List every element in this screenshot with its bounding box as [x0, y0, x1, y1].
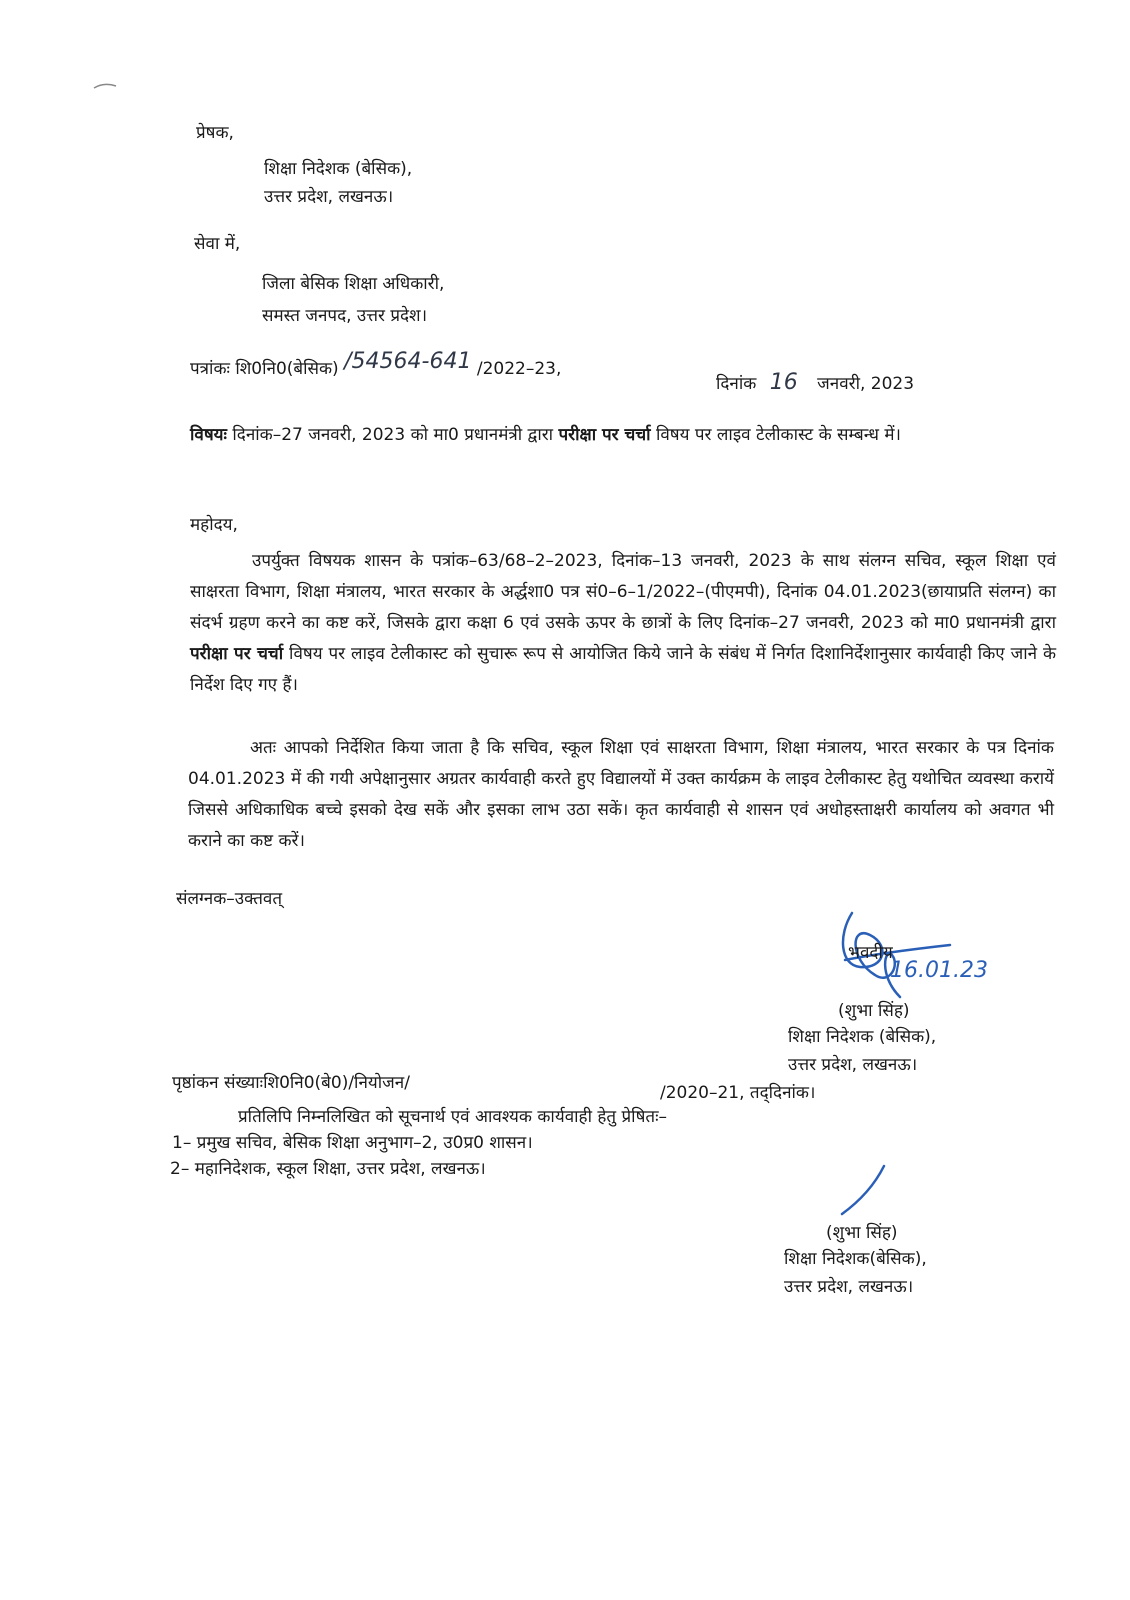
signature-2-stroke — [836, 1162, 896, 1222]
sender-label: प्रेषक, — [196, 123, 234, 143]
endorsement-item-2: 2– महानिदेशक, स्कूल शिक्षा, उत्तर प्रदेश, लखनऊ। — [170, 1159, 486, 1179]
para1-part2: विषय पर लाइव टेलीकास्ट को सुचारू रूप से आयोजित किये जाने के संबंध में निर्गत दिशानिर्देशानुसार कार्यवाही किए जाने के निर्देश दिए गए हैं। — [190, 644, 1057, 695]
recipient-line-2: समस्त जनपद, उत्तर प्रदेश। — [262, 306, 428, 326]
signature-valediction: भवदीय — [848, 943, 893, 963]
subject — [190, 420, 1060, 450]
body-paragraph-1 — [190, 546, 1056, 701]
salutation: महोदय, — [190, 515, 238, 535]
endorsement-intro: प्रतिलिपि निम्नलिखित को सूचनार्थ एवं आवश्यक कार्यवाही हेतु प्रेषितः– — [238, 1107, 668, 1127]
subject-label: विषयः — [190, 425, 227, 445]
reference-date — [716, 372, 914, 395]
date-label: दिनांक — [716, 374, 757, 394]
subject-text-after: विषय पर लाइव टेलीकास्ट के सम्बन्ध में। — [655, 425, 901, 445]
endorsement-item-1: 1– प्रमुख सचिव, बेसिक शिक्षा अनुभाग–2, उ0प्र0 शासन। — [172, 1133, 533, 1153]
recipient-label: सेवा में, — [194, 234, 241, 254]
enclosure: संलग्नक–उक्तवत् — [176, 889, 283, 909]
reference-suffix: /2022–23, — [476, 359, 562, 379]
subject-text-before: दिनांक–27 जनवरी, 2023 को मा0 प्रधानमंत्री द्वारा — [232, 425, 554, 445]
para1-bold-phrase: परीक्षा पर चर्चा — [190, 644, 284, 664]
signature-1-designation: शिक्षा निदेशक (बेसिक), — [788, 1027, 937, 1047]
recipient-line-1: जिला बेसिक शिक्षा अधिकारी, — [262, 274, 445, 294]
scan-mark — [92, 80, 122, 92]
para1-part1: उपर्युक्त विषयक शासन के पत्रांक–63/68–2–2023, दिनांक–13 जनवरी, 2023 के साथ संलग्न सचिव, स्कूल शिक्षा एवं साक्षरता विभाग, शिक्षा मंत्रालय, भारत सरकार के अर्द्धशा0 पत्र सं0–6–1/2022–(पीएमपी), दिनांक 04.01.2023(छायाप्रति संलग्न) का संदर्भ ग्रहण करने का कष्ट करें, जिसके द्वारा कक्षा 6 एवं उसके ऊपर के छात्रों के लिए दिनांक–27 जनवरी, 2023 को मा0 प्रधानमंत्री द्वारा — [190, 551, 1056, 633]
endorsement-number-prefix: पृष्ठांकन संख्याःशि0नि0(बे0)/नियोजन/ — [172, 1073, 410, 1093]
signature-1-location: उत्तर प्रदेश, लखनऊ। — [788, 1055, 918, 1075]
subject-bold-phrase: परीक्षा पर चर्चा — [558, 425, 651, 445]
date-rest: जनवरी, 2023 — [817, 374, 915, 394]
body-paragraph-2: अतः आपको निर्देशित किया जाता है कि सचिव, स्कूल शिक्षा एवं साक्षरता विभाग, शिक्षा मंत्रालय, भारत सरकार के पत्र दिनांक 04.01.2023 में की गयी अपेक्षानुसार अग्रतर कार्यवाही करते हुए विद्यालयों में उक्त कार्यक्रम के लाइव टेलीकास्ट हेतु यथोचित व्यवस्था करायें जिससे अधिकाधिक बच्चे इसको देख सकें और इसका लाभ उठा सकें। कृत कार्यवाही से शासन एवं अधोहस्ताक्षरी कार्यालय को अवगत भी कराने का कष्ट करें। — [188, 738, 1054, 851]
signature-2-name: (शुभा सिंह) — [826, 1223, 898, 1243]
sender-line-1: शिक्षा निदेशक (बेसिक), — [264, 159, 413, 179]
date-day-handwritten: 16 — [769, 370, 798, 395]
signature-handwritten-date: 16.01.23 — [890, 958, 988, 983]
sender-line-2: उत्तर प्रदेश, लखनऊ। — [264, 187, 394, 207]
reference-line — [190, 349, 562, 380]
endorsement-number-suffix: /2020–21, तद्‌दिनांक। — [660, 1083, 816, 1103]
reference-prefix: पत्रांकः शि0नि0(बेसिक) — [190, 359, 339, 379]
signature-2-location: उत्तर प्रदेश, लखनऊ। — [784, 1277, 914, 1297]
reference-handwritten-number: /54564-641 — [344, 349, 472, 374]
signature-1-name: (शुभा सिंह) — [838, 1001, 910, 1021]
signature-2-designation: शिक्षा निदेशक(बेसिक), — [784, 1249, 927, 1269]
